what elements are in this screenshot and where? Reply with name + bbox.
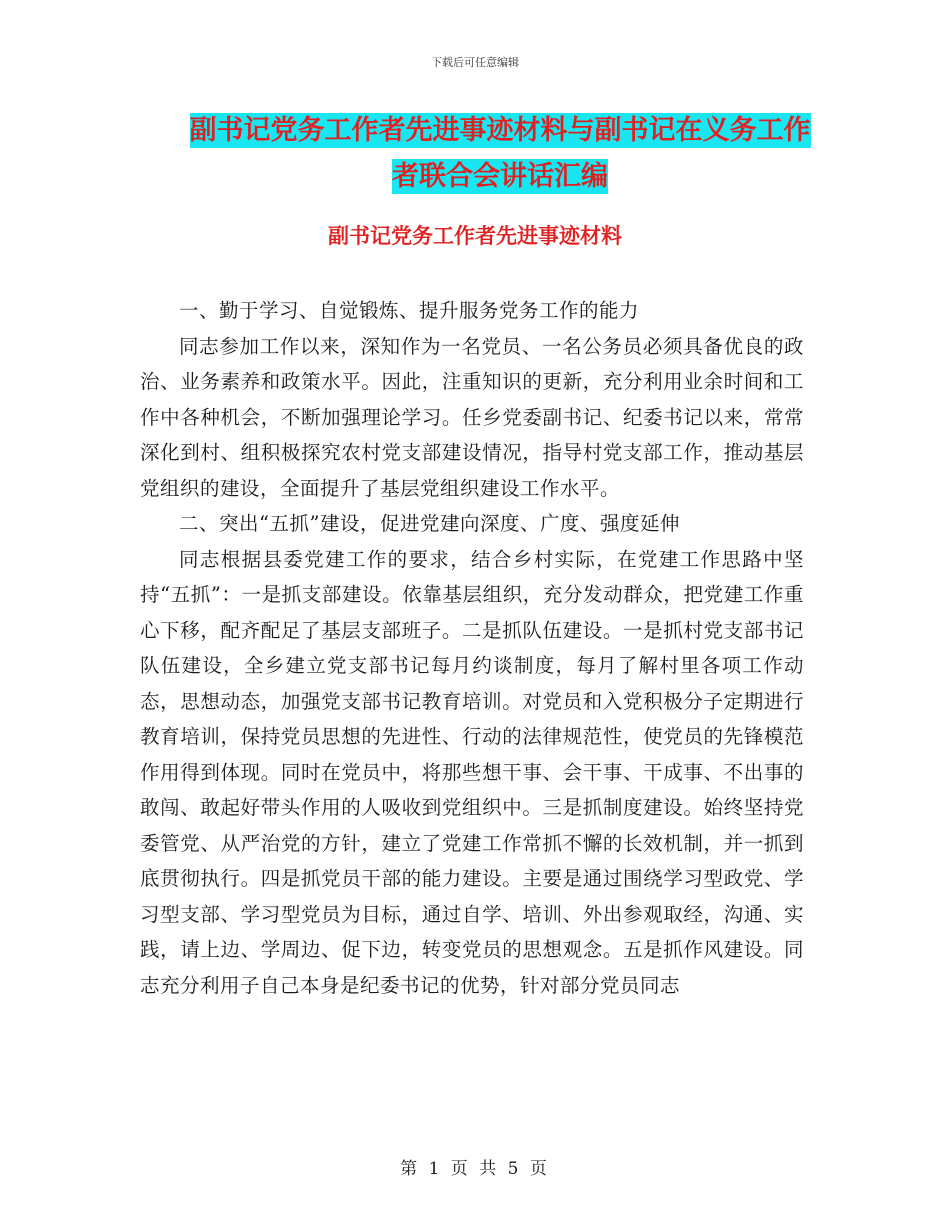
document-title-line-1: 副书记党务工作者先进事迹材料与副书记在义务工作: [189, 115, 811, 146]
header-note: 下载后可任意编辑: [431, 56, 519, 69]
paragraph-heading-1: 一、勤于学习、自觉锻炼、提升服务党务工作的能力: [179, 299, 640, 322]
document-title-line-2: 者联合会讲话汇编: [392, 161, 608, 192]
paragraph: 同志根据县委党建工作的要求，结合乡村实际，在党建工作思路中坚持“五抓”：一是抓支部建设。依靠基层组织，充分发动群众，把党建工作重心下移，配齐配足了基层支部班子。二是抓队伍建设。一是抓村党支部书记队伍建设，全乡建立党支部书记每月约谈制度，每月了解村里各项工作动态，思想动态，加强党支部书记教育培训。对党员和入党积极分子定期进行教育培训，保持党员思想的先进性、行动的法律规范性，使党员的先锋模范作用得到体现。同时在党员中，将那些想干事、会干事、干成事、不出事的敢闯、敢起好带头作用的人吸收到党组织中。三是抓制度建设。始终坚持党委管党、从严治党的方针，建立了党建工作常抓不懈的长效机制，并一抓到底贯彻执行。四是抓党员干部的能力建设。主要是通过围绕学习型政党、学习型支部、学习型党员为目标，通过自学、培训、外出参观取经，沟通、实践，请上边、学周边、促下边，转变党员的思想观念。五是抓作风建设。同志充分利用子自己本身是纪委书记的优势，针对部分党员同志: [140, 547, 804, 997]
page-number: 第 1 页 共 5 页: [400, 1159, 550, 1179]
document-title: [140, 108, 860, 200]
paragraph-heading-2: 二、突出“五抓”建设，促进党建向深度、广度、强度延伸: [179, 512, 680, 535]
section-title: 副书记党务工作者先进事迹材料: [328, 224, 622, 248]
body-text: [140, 293, 804, 1003]
paragraph: 同志参加工作以来，深知作为一名党员、一名公务员必须具备优良的政治、业务素养和政策水平。因此，注重知识的更新，充分利用业余时间和工作中各种机会，不断加强理论学习。任乡党委副书记、纪委书记以来，常常深化到村、组积极探究农村党支部建设情况，指导村党支部工作，推动基层党组织的建设，全面提升了基层党组织建设工作水平。: [140, 334, 804, 500]
